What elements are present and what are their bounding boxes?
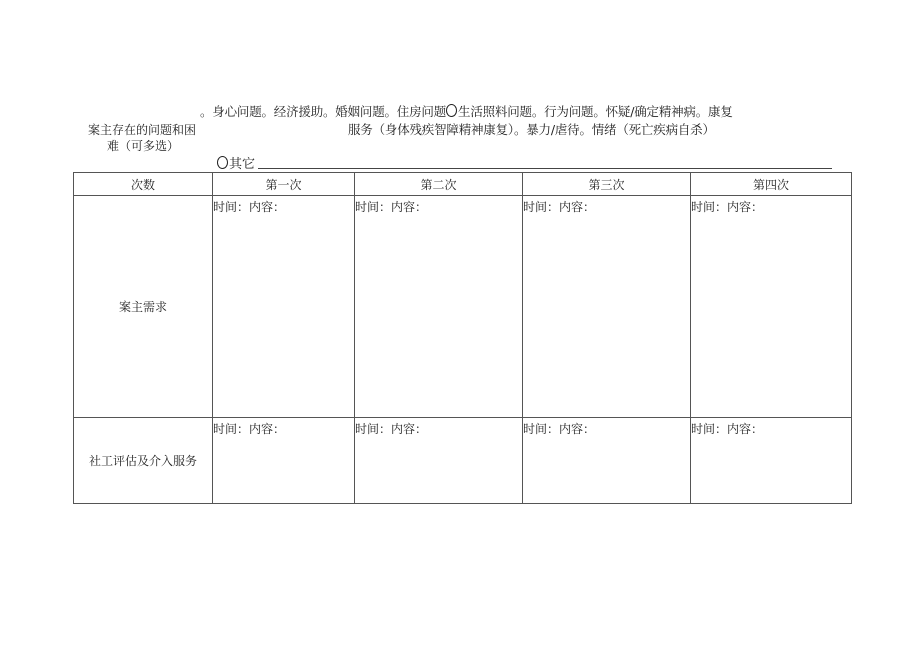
- cell-service-visit-2[interactable]: [355, 418, 523, 504]
- cell-text: 时间：内容：: [213, 200, 286, 214]
- options-line1-text: 。身心问题。经济援助。婚姻问题。住房问题: [200, 104, 447, 119]
- checkbox-circle-icon[interactable]: [217, 156, 228, 169]
- cell-text: 时间：内容：: [355, 422, 428, 436]
- header-visit-3: 第三次: [523, 173, 691, 196]
- cell-text: 时间：内容：: [691, 200, 764, 214]
- cell-needs-visit-1[interactable]: [213, 196, 355, 418]
- header-visit-2: 第二次: [355, 173, 523, 196]
- options-line1-circle-text: 生活照料问题。行为问题。怀疑/确定精神病。康复: [458, 104, 733, 119]
- problem-options-line1: [200, 102, 733, 120]
- table-header-row: [74, 173, 852, 196]
- cell-service-visit-3[interactable]: [523, 418, 691, 504]
- header-visit-4: 第四次: [691, 173, 852, 196]
- cell-text: 时间：内容：: [213, 422, 286, 436]
- other-option-label: 其它: [229, 157, 256, 172]
- visit-record-table: [73, 172, 852, 504]
- question-label-line2: 难（可多选）: [107, 139, 180, 153]
- problem-options-line2: 服务（身体残疾智障精神康复）。暴力/虐待。情绪（死亡疾病自杀）: [348, 122, 715, 137]
- question-label-line1: 案主存在的问题和困: [88, 123, 197, 137]
- row-label-client-needs: 案主需求: [74, 196, 213, 418]
- row-label-assessment-service: 社工评估及介入服务: [74, 418, 213, 504]
- cell-text: 时间：内容：: [523, 200, 596, 214]
- other-fill-line[interactable]: [258, 168, 832, 169]
- checkbox-circle-icon[interactable]: [446, 104, 457, 117]
- table-row: [74, 418, 852, 504]
- cell-text: 时间：内容：: [523, 422, 596, 436]
- table-row: [74, 196, 852, 418]
- header-visit-1: 第一次: [213, 173, 355, 196]
- header-count: 次数: [74, 173, 213, 196]
- cell-service-visit-1[interactable]: [213, 418, 355, 504]
- cell-needs-visit-3[interactable]: [523, 196, 691, 418]
- cell-text: 时间：内容：: [355, 200, 428, 214]
- cell-text: 时间：内容：: [691, 422, 764, 436]
- cell-needs-visit-2[interactable]: [355, 196, 523, 418]
- cell-needs-visit-4[interactable]: [691, 196, 852, 418]
- cell-service-visit-4[interactable]: [691, 418, 852, 504]
- other-option[interactable]: [217, 153, 255, 172]
